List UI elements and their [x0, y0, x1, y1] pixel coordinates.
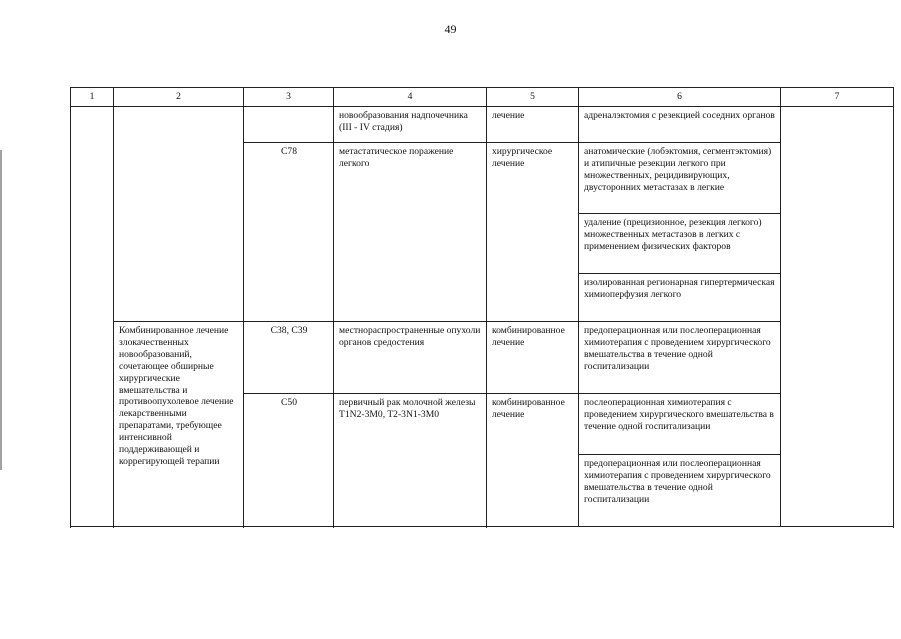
table-header-row [71, 88, 894, 107]
table-row [71, 107, 894, 143]
column-header-5: 5 [487, 88, 579, 107]
method-cell: предоперационная или послеоперационная химиотерапия с проведением хирургического вмешательства в течение одной госпитализации [579, 455, 781, 527]
treatment-type-cell: хирургическое лечение [487, 143, 579, 322]
treatment-table [70, 87, 894, 527]
method-cell: адреналэктомия с резекцией соседних органов [579, 107, 781, 143]
method-cell: анатомические (лобэктомия, сегментэктомия) и атипичные резекции легкого при множественных, рецидивирующих, двусторонних метастазах в легкие [579, 143, 781, 214]
method-cell: изолированная регионарная гипертермическая химиоперфузия легкого [579, 274, 781, 322]
method-cell: удаление (прецизионное, резекция легкого) множественных метастазов в легких с применением физических факторов [579, 214, 781, 274]
column-header-2: 2 [114, 88, 244, 107]
column-7-cell [781, 107, 894, 527]
code-cell: C38, C39 [244, 322, 334, 394]
group-cell [114, 107, 244, 322]
column-header-6: 6 [579, 88, 781, 107]
diagnosis-cell: новообразования надпочечника (III - IV стадия) [334, 107, 487, 143]
treatment-type-cell: лечение [487, 107, 579, 143]
column-header-1: 1 [71, 88, 114, 107]
diagnosis-cell: первичный рак молочной железы T1N2-3M0, T2-3N1-3M0 [334, 394, 487, 527]
diagnosis-cell: местнораспространенные опухоли органов средостения [334, 322, 487, 394]
group-cell: Комбинированное лечение злокачественных новообразований, сочетающее обширные хирургические вмешательства и противоопухолевое лечение лекарственными препаратами, требующее интенсивной поддерживающей и коррегирующей терапии [114, 322, 244, 527]
column-header-3: 3 [244, 88, 334, 107]
treatment-type-cell: комбинированное лечение [487, 394, 579, 527]
table-row [71, 322, 894, 394]
diagnosis-cell: метастатическое поражение легкого [334, 143, 487, 322]
method-cell: предоперационная или послеоперационная химиотерапия с проведением хирургического вмешательства в течение одной госпитализации [579, 322, 781, 394]
code-cell: C78 [244, 143, 334, 322]
code-cell: C50 [244, 394, 334, 527]
column-header-4: 4 [334, 88, 487, 107]
column-1-cell [71, 107, 114, 527]
treatment-type-cell: комбинированное лечение [487, 322, 579, 394]
scan-edge-mark [0, 150, 2, 470]
page-number: 49 [444, 22, 457, 36]
column-header-7: 7 [781, 88, 894, 107]
method-cell: послеоперационная химиотерапия с проведением хирургического вмешательства в течение одной госпитализации [579, 394, 781, 455]
code-cell [244, 107, 334, 143]
